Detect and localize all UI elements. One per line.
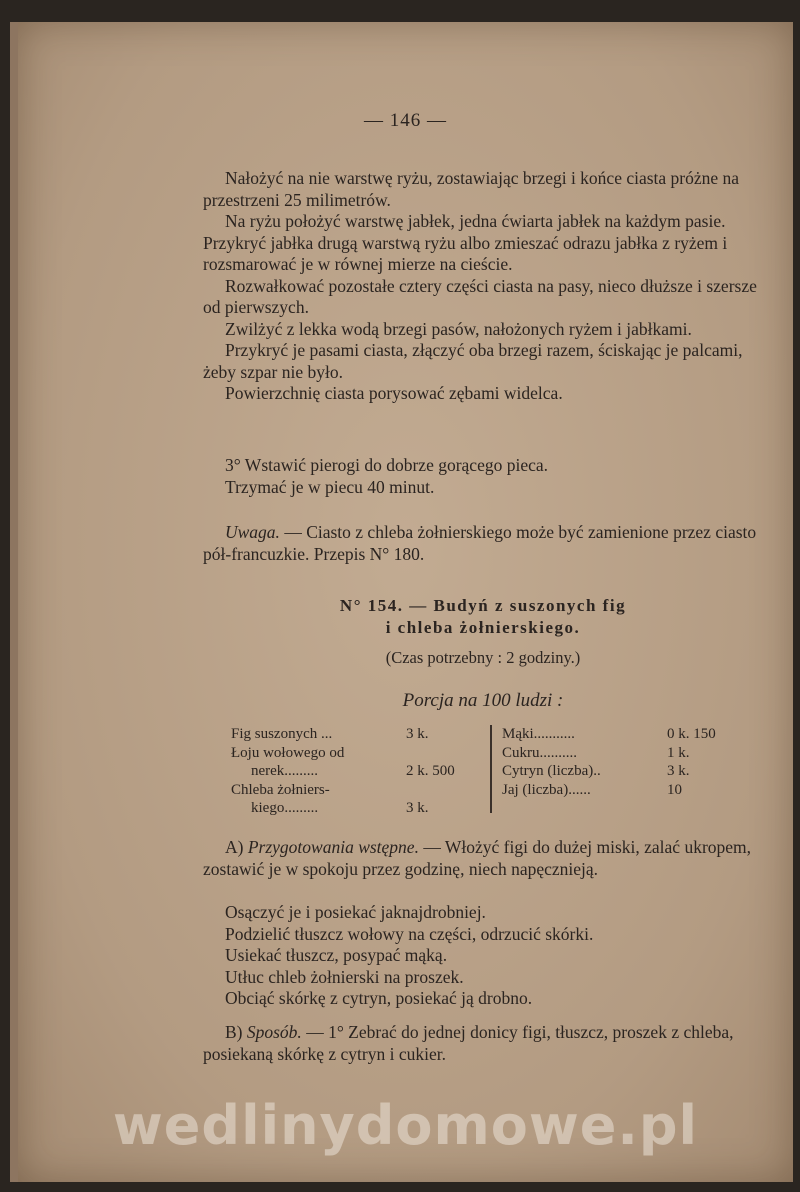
recipe-title-line1: N° 154. — Budyń z suszonych fig [339, 596, 627, 615]
paragraph: Trzymać je w piecu 40 minut. [225, 476, 435, 497]
paragraph: Przykryć je pasami ciasta, złączyć oba brzegi razem, ściskając je palcami, żeby szpar nie było. [203, 340, 743, 382]
ingredient-qty: 0 k. 150 [667, 726, 716, 742]
paragraph: Powierzchnię ciasta porysować zębami widelca. [225, 383, 563, 403]
ingredient-qty [406, 744, 481, 763]
ingredient-row [502, 744, 752, 763]
watermark: wedlinydomowe.pl [112, 1094, 699, 1157]
paragraph: Nałożyć na nie warstwę ryżu, zostawiając brzegi i końce ciasta próżne na przestrzeni 25 milimetrów. [203, 168, 740, 210]
recipe-title [203, 595, 763, 639]
recipe-title-line2: i chleba żołnierskiego. [385, 618, 581, 637]
ingredient-qty: 2 k. 500 [406, 763, 455, 779]
section-a-text: — Włożyć figi do dużej miski, zalać ukropem, zostawić je w spokoju przez godzinę, niech napęcznieją. [203, 837, 752, 879]
time-needed: (Czas potrzebny : 2 godziny.) [385, 648, 581, 667]
ingredients-right-column [502, 725, 752, 799]
ingredient-row [502, 762, 752, 781]
paragraph: Utłuc chleb żołnierski na proszek. [225, 966, 464, 987]
paragraph: Usiekać tłuszcz, posypać mąką. [225, 945, 448, 965]
ingredient-name: kiego......... [251, 800, 319, 816]
book-page [10, 22, 793, 1182]
ingredient-name: nerek......... [251, 763, 319, 779]
ingredient-row [502, 781, 752, 800]
paragraph-group-2 [203, 455, 763, 498]
ingredient-row [231, 762, 481, 781]
paragraph: Podzielić tłuszcz wołowy na części, odrzucić skórki. [225, 923, 594, 944]
section-a-label: A) [225, 837, 248, 857]
note-text: — Ciasto z chleba żołnierskiego może być zamienione przez ciasto pół-francuzkie. Przepis N° 180. [203, 522, 757, 564]
table-divider [490, 725, 492, 813]
ingredient-name: Cytryn (liczba).. [502, 763, 601, 779]
ingredient-qty: 10 [667, 781, 682, 798]
ingredient-row [231, 744, 481, 763]
ingredient-name: Chleba żołniers- [231, 781, 330, 798]
ingredient-qty [406, 781, 481, 800]
ingredient-qty: 3 k. [667, 763, 690, 779]
ingredient-qty: 3 k. [406, 800, 429, 816]
note-paragraph [203, 522, 763, 565]
paragraph: Rozwałkować pozostałe cztery części ciasta na pasy, nieco dłuższe i szersze od pierwszych. [203, 275, 757, 317]
ingredient-row [502, 725, 752, 744]
ingredient-name: Fig suszonych ... [231, 726, 333, 742]
paragraph-group-3 [203, 902, 763, 1010]
ingredient-name: Jaj (liczba)...... [502, 781, 591, 798]
ingredient-name: Mąki........... [502, 726, 575, 742]
paragraph-group-1 [203, 168, 763, 405]
note-label: Uwaga. [225, 522, 280, 542]
section-a [203, 837, 763, 880]
paragraph: 3° Wstawić pierogi do dobrze gorącego pieca. [225, 455, 549, 475]
paragraph: Na ryżu położyć warstwę jabłek, jedna ćwiarta jabłek na każdym pasie. Przykryć jabłka drugą warstwą ryżu albo zmieszać odrazu jabłka z ryżem i rozsmarować je w równej mierze na cieście. [203, 211, 728, 274]
paragraph: Obciąć skórkę z cytryn, posiekać ją drobno. [225, 988, 533, 1008]
section-b-text: — 1° Zebrać do jednej donicy figi, tłuszcz, proszek z chleba, posiekaną skórkę z cytryn i cukier. [203, 1022, 734, 1064]
ingredients-left-column [231, 725, 481, 818]
ingredient-row [231, 725, 481, 744]
ingredient-qty: 3 k. [406, 726, 429, 742]
section-b-label: B) [225, 1022, 247, 1042]
ingredient-qty: 1 k. [667, 744, 690, 761]
paragraph: Zwilżyć z lekka wodą brzegi pasów, nałożonych ryżem i jabłkami. [225, 318, 692, 339]
ingredient-row [231, 781, 481, 800]
section-b-heading: Sposób. [246, 1022, 302, 1042]
paragraph: Osączyć je i posiekać jaknajdrobniej. [225, 902, 486, 922]
section-a-heading: Przygotowania wstępne. [247, 837, 419, 857]
ingredient-name: Łoju wołowego od [231, 744, 345, 761]
ingredient-row [231, 799, 481, 818]
portion-heading: Porcja na 100 ludzi : [402, 690, 564, 711]
page-number: — 146 — [364, 110, 447, 131]
section-b [203, 1022, 763, 1065]
ingredient-name: Cukru.......... [502, 744, 577, 761]
